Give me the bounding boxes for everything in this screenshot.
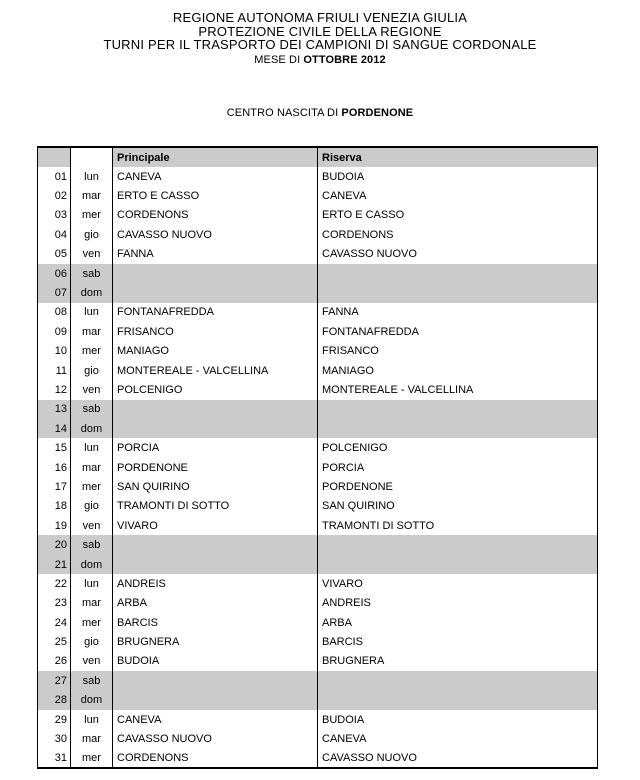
riserva-cell: MANIAGO xyxy=(318,361,598,380)
col-header-day xyxy=(38,147,71,167)
birth-center-line xyxy=(0,107,640,119)
weekday-cell: dom xyxy=(71,691,113,710)
principale-cell: TRAMONTI DI SOTTO xyxy=(113,497,318,516)
table-row xyxy=(38,749,598,768)
principale-cell: MANIAGO xyxy=(113,342,318,361)
weekday-cell: mar xyxy=(71,322,113,341)
weekday-cell: dom xyxy=(71,283,113,302)
document-title-line2: PROTEZIONE CIVILE DELLA REGIONE xyxy=(198,23,442,39)
weekday-cell: lun xyxy=(71,574,113,593)
weekday-cell: sab xyxy=(71,264,113,283)
table-row xyxy=(38,497,598,516)
table-row xyxy=(38,729,598,748)
day-number-cell: 05 xyxy=(38,245,71,264)
principale-cell: CORDENONS xyxy=(113,206,318,225)
weekday-cell: mer xyxy=(71,477,113,496)
table-row xyxy=(38,186,598,205)
table-row xyxy=(38,594,598,613)
riserva-cell: FANNA xyxy=(318,303,598,322)
weekday-cell: mar xyxy=(71,594,113,613)
table-row xyxy=(38,632,598,651)
table-row xyxy=(38,303,598,322)
principale-cell: CAVASSO NUOVO xyxy=(113,225,318,244)
principale-cell xyxy=(113,555,318,574)
weekday-cell: lun xyxy=(71,710,113,729)
table-row xyxy=(38,458,598,477)
riserva-cell: BUDOIA xyxy=(318,167,598,186)
principale-cell: ERTO E CASSO xyxy=(113,186,318,205)
weekday-cell: sab xyxy=(71,400,113,419)
month-prefix: MESE DI xyxy=(254,53,304,66)
weekday-cell: mar xyxy=(71,186,113,205)
riserva-cell: POLCENIGO xyxy=(318,438,598,457)
table-header-row xyxy=(38,147,598,167)
principale-cell: CANEVA xyxy=(113,710,318,729)
table-row xyxy=(38,361,598,380)
weekday-cell: lun xyxy=(71,167,113,186)
riserva-cell: CANEVA xyxy=(318,729,598,748)
principale-cell: SAN QUIRINO xyxy=(113,477,318,496)
month-value: OTTOBRE 2012 xyxy=(303,53,386,66)
day-number-cell: 06 xyxy=(38,264,71,283)
weekday-cell: lun xyxy=(71,303,113,322)
document-title-line1: REGIONE AUTONOMA FRIULI VENEZIA GIULIA xyxy=(172,10,468,25)
riserva-cell xyxy=(318,535,598,554)
principale-cell xyxy=(113,671,318,690)
day-number-cell: 18 xyxy=(38,497,71,516)
weekday-cell: mar xyxy=(71,458,113,477)
principale-cell: FONTANAFREDDA xyxy=(113,303,318,322)
birth-center-prefix: CENTRO NASCITA DI xyxy=(226,106,342,119)
table-row xyxy=(38,555,598,574)
table-row xyxy=(38,322,598,341)
principale-cell: CANEVA xyxy=(113,167,318,186)
day-number-cell: 26 xyxy=(38,652,71,671)
riserva-cell xyxy=(318,264,598,283)
day-number-cell: 13 xyxy=(38,400,71,419)
weekday-cell: mar xyxy=(71,729,113,748)
weekday-cell: ven xyxy=(71,380,113,399)
principale-cell xyxy=(113,264,318,283)
day-number-cell: 22 xyxy=(38,574,71,593)
day-number-cell: 28 xyxy=(38,691,71,710)
day-number-cell: 08 xyxy=(38,303,71,322)
month-line xyxy=(0,54,640,66)
weekday-cell: sab xyxy=(71,671,113,690)
riserva-cell: BARCIS xyxy=(318,632,598,651)
riserva-cell: PORCIA xyxy=(318,458,598,477)
day-number-cell: 16 xyxy=(38,458,71,477)
table-row xyxy=(38,516,598,535)
weekday-cell: mer xyxy=(71,613,113,632)
table-row xyxy=(38,380,598,399)
table-row xyxy=(38,671,598,690)
table-row xyxy=(38,438,598,457)
day-number-cell: 02 xyxy=(38,186,71,205)
weekday-cell: sab xyxy=(71,535,113,554)
table-row xyxy=(38,574,598,593)
day-number-cell: 20 xyxy=(38,535,71,554)
day-number-cell: 04 xyxy=(38,225,71,244)
riserva-cell: FRISANCO xyxy=(318,342,598,361)
riserva-cell: CAVASSO NUOVO xyxy=(318,749,598,768)
principale-cell xyxy=(113,691,318,710)
day-number-cell: 03 xyxy=(38,206,71,225)
day-number-cell: 14 xyxy=(38,419,71,438)
table-row xyxy=(38,477,598,496)
day-number-cell: 01 xyxy=(38,167,71,186)
riserva-cell xyxy=(318,671,598,690)
riserva-cell: VIVARO xyxy=(318,574,598,593)
day-number-cell: 21 xyxy=(38,555,71,574)
weekday-cell: gio xyxy=(71,361,113,380)
riserva-cell: BRUGNERA xyxy=(318,652,598,671)
riserva-cell: ERTO E CASSO xyxy=(318,206,598,225)
day-number-cell: 11 xyxy=(38,361,71,380)
principale-cell xyxy=(113,400,318,419)
day-number-cell: 07 xyxy=(38,283,71,302)
document-header xyxy=(0,0,640,119)
weekday-cell: lun xyxy=(71,438,113,457)
col-header-principale: Principale xyxy=(113,147,318,167)
day-number-cell: 15 xyxy=(38,438,71,457)
day-number-cell: 30 xyxy=(38,729,71,748)
col-header-riserva: Riserva xyxy=(318,147,598,167)
table-row xyxy=(38,206,598,225)
principale-cell: CORDENONS xyxy=(113,749,318,768)
document-title-line3: TURNI PER IL TRASPORTO DEI CAMPIONI DI SANGUE CORDONALE xyxy=(103,37,537,52)
table-row xyxy=(38,535,598,554)
principale-cell xyxy=(113,535,318,554)
table-row xyxy=(38,245,598,264)
principale-cell: MONTEREALE - VALCELLINA xyxy=(113,361,318,380)
principale-cell: BUDOIA xyxy=(113,652,318,671)
riserva-cell: PORDENONE xyxy=(318,477,598,496)
riserva-cell: SAN QUIRINO xyxy=(318,497,598,516)
day-number-cell: 27 xyxy=(38,671,71,690)
day-number-cell: 10 xyxy=(38,342,71,361)
day-number-cell: 19 xyxy=(38,516,71,535)
table-row xyxy=(38,167,598,186)
riserva-cell: CAVASSO NUOVO xyxy=(318,245,598,264)
schedule-table xyxy=(37,146,598,769)
principale-cell: CAVASSO NUOVO xyxy=(113,729,318,748)
principale-cell: ARBA xyxy=(113,594,318,613)
weekday-cell: gio xyxy=(71,225,113,244)
riserva-cell xyxy=(318,555,598,574)
day-number-cell: 09 xyxy=(38,322,71,341)
day-number-cell: 25 xyxy=(38,632,71,651)
table-row xyxy=(38,283,598,302)
day-number-cell: 17 xyxy=(38,477,71,496)
table-row xyxy=(38,710,598,729)
day-number-cell: 12 xyxy=(38,380,71,399)
day-number-cell: 31 xyxy=(38,749,71,768)
riserva-cell: MONTEREALE - VALCELLINA xyxy=(318,380,598,399)
principale-cell: POLCENIGO xyxy=(113,380,318,399)
weekday-cell: ven xyxy=(71,652,113,671)
riserva-cell: BUDOIA xyxy=(318,710,598,729)
riserva-cell xyxy=(318,419,598,438)
weekday-cell: dom xyxy=(71,419,113,438)
riserva-cell: ANDREIS xyxy=(318,594,598,613)
day-number-cell: 24 xyxy=(38,613,71,632)
table-body xyxy=(38,167,598,768)
riserva-cell: TRAMONTI DI SOTTO xyxy=(318,516,598,535)
riserva-cell xyxy=(318,283,598,302)
table-row xyxy=(38,225,598,244)
weekday-cell: mer xyxy=(71,749,113,768)
table-row xyxy=(38,400,598,419)
birth-center-name: PORDENONE xyxy=(341,106,414,119)
table-row xyxy=(38,342,598,361)
weekday-cell: gio xyxy=(71,497,113,516)
riserva-cell xyxy=(318,400,598,419)
weekday-cell: ven xyxy=(71,516,113,535)
principale-cell: PORCIA xyxy=(113,438,318,457)
principale-cell xyxy=(113,419,318,438)
principale-cell: FANNA xyxy=(113,245,318,264)
day-number-cell: 23 xyxy=(38,594,71,613)
riserva-cell: CORDENONS xyxy=(318,225,598,244)
weekday-cell: ven xyxy=(71,245,113,264)
riserva-cell: ARBA xyxy=(318,613,598,632)
riserva-cell xyxy=(318,691,598,710)
principale-cell: PORDENONE xyxy=(113,458,318,477)
table-row xyxy=(38,652,598,671)
principale-cell: BARCIS xyxy=(113,613,318,632)
weekday-cell: mer xyxy=(71,206,113,225)
table-row xyxy=(38,613,598,632)
riserva-cell: FONTANAFREDDA xyxy=(318,322,598,341)
principale-cell: ANDREIS xyxy=(113,574,318,593)
principale-cell: BRUGNERA xyxy=(113,632,318,651)
principale-cell: FRISANCO xyxy=(113,322,318,341)
table-row xyxy=(38,691,598,710)
principale-cell: VIVARO xyxy=(113,516,318,535)
day-number-cell: 29 xyxy=(38,710,71,729)
col-header-weekday xyxy=(71,147,113,167)
riserva-cell: CANEVA xyxy=(318,186,598,205)
table-row xyxy=(38,264,598,283)
principale-cell xyxy=(113,283,318,302)
weekday-cell: gio xyxy=(71,632,113,651)
weekday-cell: mer xyxy=(71,342,113,361)
weekday-cell: dom xyxy=(71,555,113,574)
table-row xyxy=(38,419,598,438)
